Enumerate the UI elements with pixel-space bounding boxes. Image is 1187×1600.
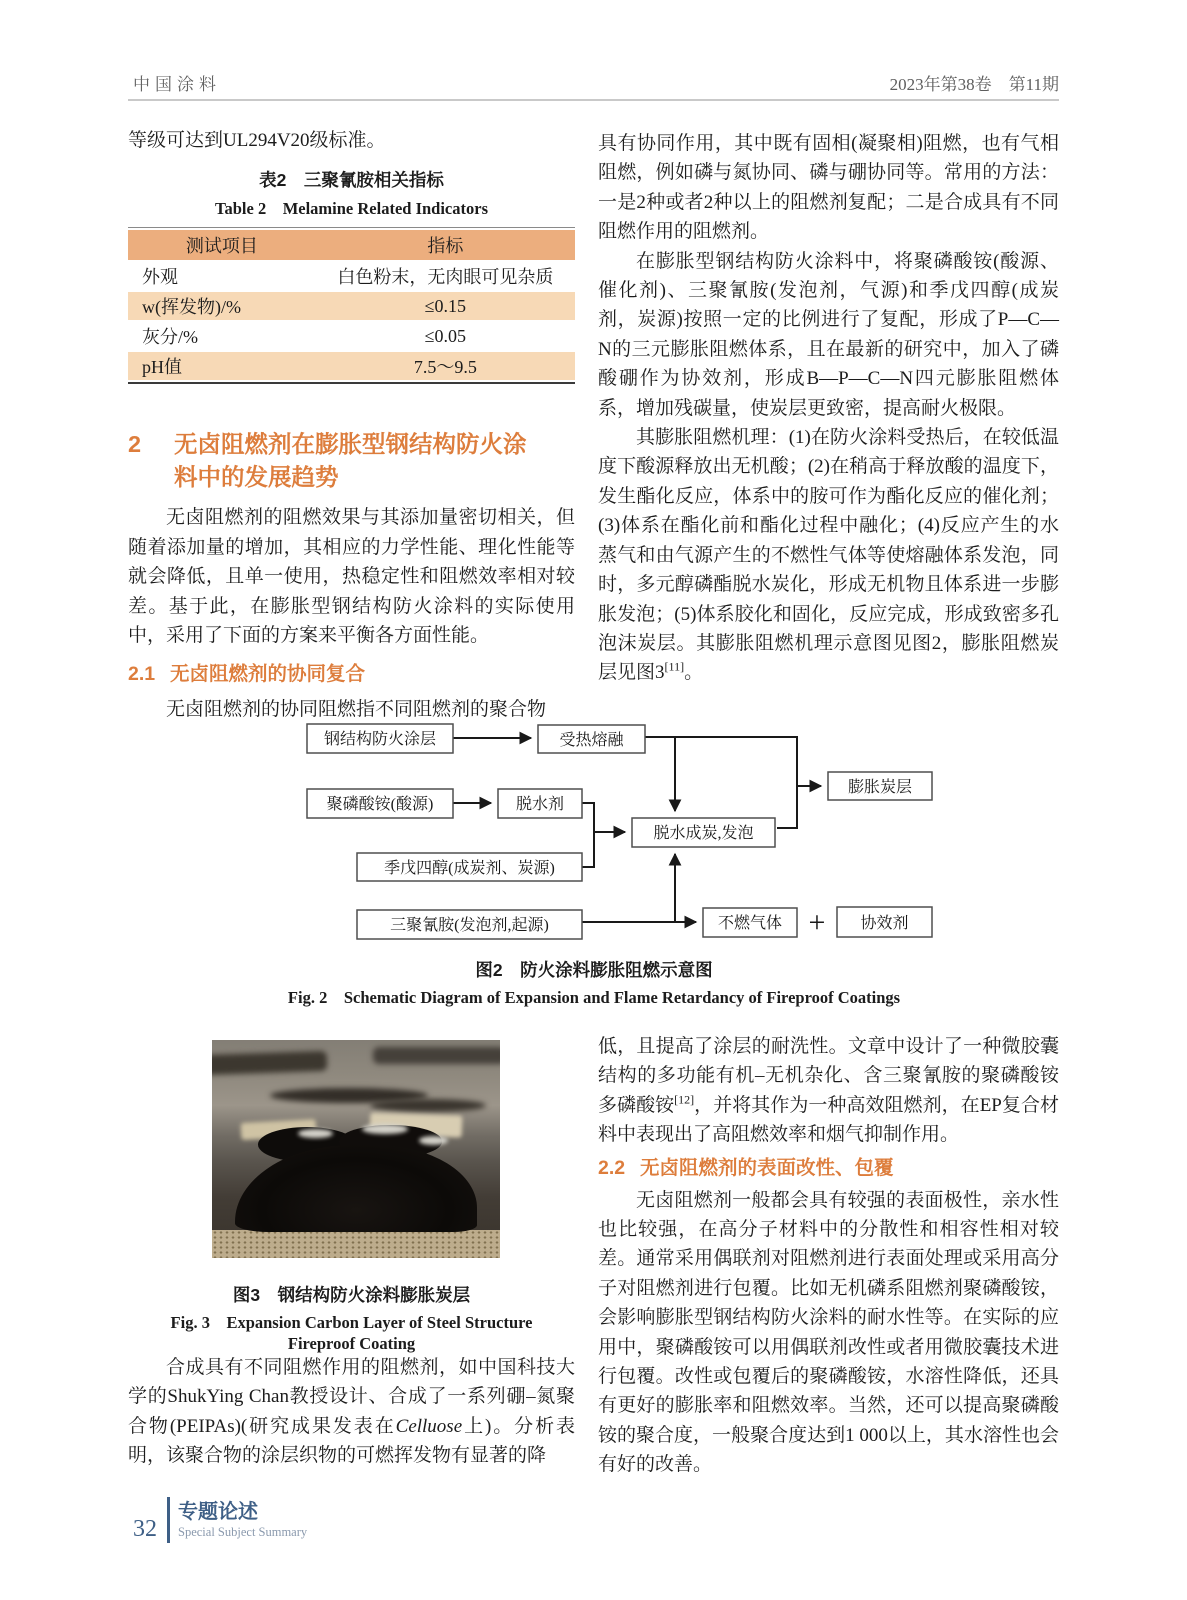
- diagram-box-label: 不燃气体: [717, 915, 783, 932]
- footer-divider-bar: [167, 1497, 170, 1543]
- body-paragraph: 无卤阻燃剂的阻燃效果与其添加量密切相关，但随着添加量的增加，其相应的力学性能、理化性能等就会降低，且单一使用，热稳定性和阻燃效率相对较差。基于此，在膨胀型钢结构防火涂料的实际使用中，采用了下面的方案来平衡各方面性能。: [128, 507, 575, 647]
- table-row: [128, 352, 575, 380]
- intro-line: 等级可达到UL294V20级标准。: [128, 130, 386, 151]
- diagram-box-label: 受热熔融: [559, 732, 624, 749]
- diagram-box-label: 季戊四醇(成炭剂、炭源): [384, 860, 555, 877]
- table-cell: w(挥发物)/%: [142, 297, 241, 318]
- journal-name: 中国涂料: [133, 75, 221, 94]
- diagram-box-label: 聚磷酸铵(酸源): [326, 796, 434, 813]
- diagram-box-app: [307, 789, 453, 818]
- paragraph-text: 其膨胀阻燃机理：(1)在防火涂料受热后，在较低温度下酸源释放出无机酸；(2)在稍高于释放酸的温度下，发生酯化反应，体系中的胺可作为酯化反应的催化剂；(3)体系在酯化前和酯化过程中融化；(4)反应产生的水蒸气和由气源产生的不燃性气体等使熔融体系发泡，同时，多元醇磷酯脱水炭化，形成无机物且体系进一步膨胀发泡；(5)体系胶化和固化，反应完成，形成致密多孔泡沫炭层。其膨胀阻燃机理示意图见图2，膨胀阻燃炭层见图3: [598, 427, 1059, 684]
- figure2-caption-zh: 图2 防火涂料膨胀阻燃示意图: [475, 960, 713, 980]
- page-footer: [133, 1497, 307, 1543]
- body-paragraph: 无卤阻燃剂一般都会具有较强的表面极性，亲水性也比较强，在高分子材料中的分散性和相容性相对较差。通常采用偶联剂对阻燃剂进行表面处理或采用高分子对阻燃剂进行包覆。比如无机磷系阻燃剂聚磷酸铵，会影响膨胀型钢结构防火涂料的耐水性等。在实际的应用中，聚磷酸铵可以用偶联剂改性或者用微胶囊技术进行包覆。改性或包覆后的聚磷酸铵，水溶性降低，还具有更好的膨胀率和阻燃效率。当然，还可以提高聚磷酸铵的聚合度，一般聚合度达到1 000以上，其水溶性也会有好的改善。: [598, 1189, 1059, 1476]
- right-column-top: [598, 129, 1059, 688]
- diagram-box-char: [632, 818, 775, 847]
- line-melt-to-char-right: [645, 737, 797, 828]
- paragraph-text: 低，且提高了涂层的耐洗性。文章中设计了一种微胶囊结构的多功能有机–无机杂化、含三聚氰胺的聚磷酸铵多磷酸铵: [598, 1036, 1059, 1116]
- table-cell: 7.5～9.5: [413, 357, 477, 378]
- journal-name-italic: Celluose: [395, 1415, 463, 1437]
- table-cell: 白色粉末，无肉眼可见杂质: [337, 267, 554, 288]
- diagram-box-expanded-char: [828, 772, 932, 800]
- table2-title-en: Table 2 Melamine Related Indicators: [215, 199, 488, 219]
- section-number: 2.1: [128, 663, 156, 686]
- diagram-box-synergist: [837, 907, 932, 937]
- figure3-caption-zh: 图3 钢结构防火涂料膨胀炭层: [232, 1285, 471, 1305]
- diagram-box-gas: [703, 908, 797, 937]
- citation-ref: [11]: [664, 659, 685, 674]
- table-cell: ≤0.05: [424, 325, 467, 346]
- section-2-2-heading: [598, 1155, 1059, 1182]
- photo-background-object: [373, 1047, 500, 1064]
- left-column-bottom: [128, 1353, 575, 1471]
- diagram-box-melt: [538, 725, 645, 753]
- diagram-box-label: 钢结构防火涂层: [323, 731, 437, 748]
- table-cell: 外观: [142, 267, 178, 288]
- paragraph-text: 合成具有不同阻燃作用的阻燃剂，如中国科技大学的ShukYing Chan教授设计、合成了一系列硼–氮聚合物(PEIPAs)(研究成果发表在: [128, 1357, 575, 1437]
- issue-info: 2023年第38卷 第11期: [889, 75, 1059, 94]
- body-paragraph: 在膨胀型钢结构防火涂料中，将聚磷酸铵(酸源、催化剂)、三聚氰胺(发泡剂，气源)和季戊四醇(成炭剂，炭源)按照一定的比例进行了复配，形成了P—C—N的三元膨胀阻燃体系，且在最新的研究中，加入了磷酸硼作为协效剂，形成B—P—C—N四元膨胀阻燃体系，增加残碳量，使炭层更致密，提高耐火极限。: [598, 250, 1059, 419]
- photo-ash-highlight: [362, 1124, 408, 1134]
- body-paragraph: [598, 423, 1059, 688]
- photo-background-object: [370, 1099, 485, 1112]
- table2: [128, 227, 575, 384]
- paragraph-text: ，并将其作为一种高效阻燃剂，在EP复合材料中表现出了高阻燃效率和烟气抑制作用。: [598, 1094, 1059, 1146]
- diagram-box-pentaerythritol: [357, 853, 582, 881]
- table-header-cell: 指标: [427, 236, 464, 257]
- bracket-dehydrant-penta: [582, 803, 594, 867]
- section-title: 无卤阻燃剂的表面改性、包覆: [640, 1156, 894, 1179]
- body-paragraph: 具有协同作用，其中既有固相(凝聚相)阻燃，也有气相阻燃，例如磷与氮协同、磷与硼协同等。常用的方法：一是2种或者2种以上的阻燃剂复配；二是合成具有不同阻燃作用的阻燃剂。: [598, 133, 1059, 243]
- photo-ash-highlight: [419, 1136, 448, 1145]
- body-paragraph: [598, 1032, 1059, 1150]
- table-cell: ≤0.15: [424, 295, 467, 316]
- figure3-caption-en: Fig. 3 Expansion Carbon Layer of Steel Structure: [170, 1313, 533, 1332]
- paragraph-text: 上)。分析表明，该聚合物的涂层织物的可燃挥发物有显著的降: [128, 1415, 575, 1467]
- table-row: [128, 262, 575, 290]
- section-title: 无卤阻燃剂在膨胀型钢结构防火涂料中的发展趋势: [174, 431, 527, 491]
- left-column: [128, 126, 575, 725]
- section-title: 无卤阻燃剂的协同复合: [170, 663, 366, 686]
- photo-background-object: [212, 1051, 328, 1075]
- table-cell: pH值: [142, 357, 182, 378]
- right-column-bottom: [598, 1032, 1059, 1480]
- table-row: [128, 292, 575, 320]
- column-name-zh: 专题论述: [178, 1501, 258, 1523]
- body-paragraph: 无卤阻燃剂的协同阻燃指不同阻燃剂的聚合物: [166, 699, 547, 721]
- figure3-caption-en: Fireproof Coating: [287, 1334, 416, 1353]
- body-paragraph: [128, 1353, 575, 1471]
- section-2-1-heading: [128, 661, 575, 688]
- page-number: 32: [133, 1516, 157, 1542]
- diagram-box-melamine: [357, 910, 582, 939]
- table2-title-zh: 表2 三聚氰胺相关指标: [259, 170, 444, 191]
- table-cell: 灰分/%: [142, 327, 198, 348]
- diagram-box-label: 脱水成炭,发泡: [653, 825, 754, 842]
- table-row: [128, 322, 575, 350]
- photo-char-mound: [235, 1145, 477, 1232]
- plus-sign: +: [808, 906, 826, 939]
- column-name-en: Special Subject Summary: [178, 1525, 308, 1539]
- citation-ref: [12]: [674, 1092, 695, 1107]
- table-header-row: [128, 230, 575, 260]
- section-2-heading: [128, 428, 575, 494]
- diagram-box-label: 膨胀炭层: [847, 779, 913, 796]
- diagram-box-dehydrant: [498, 789, 582, 818]
- section-number: 2.2: [598, 1156, 626, 1179]
- diagram-box-coating: [307, 724, 453, 753]
- figure3-photo-expanded-char: [212, 1040, 500, 1258]
- paragraph-text: 。: [684, 662, 704, 684]
- table-header-cell: 测试项目: [185, 236, 258, 257]
- diagram-box-label: 协效剂: [860, 915, 909, 932]
- diagram-box-label: 脱水剂: [515, 796, 565, 813]
- diagram-box-label: 三聚氰胺(发泡剂,起源): [390, 917, 549, 934]
- figure2-caption-en: Fig. 2 Schematic Diagram of Expansion and Flame Retardancy of Fireproof Coatings: [287, 988, 901, 1007]
- photo-substrate-board: [212, 1230, 500, 1258]
- header-rule: [128, 99, 1059, 101]
- figure2-flow-diagram: [290, 705, 945, 950]
- section-number: 2: [128, 431, 142, 458]
